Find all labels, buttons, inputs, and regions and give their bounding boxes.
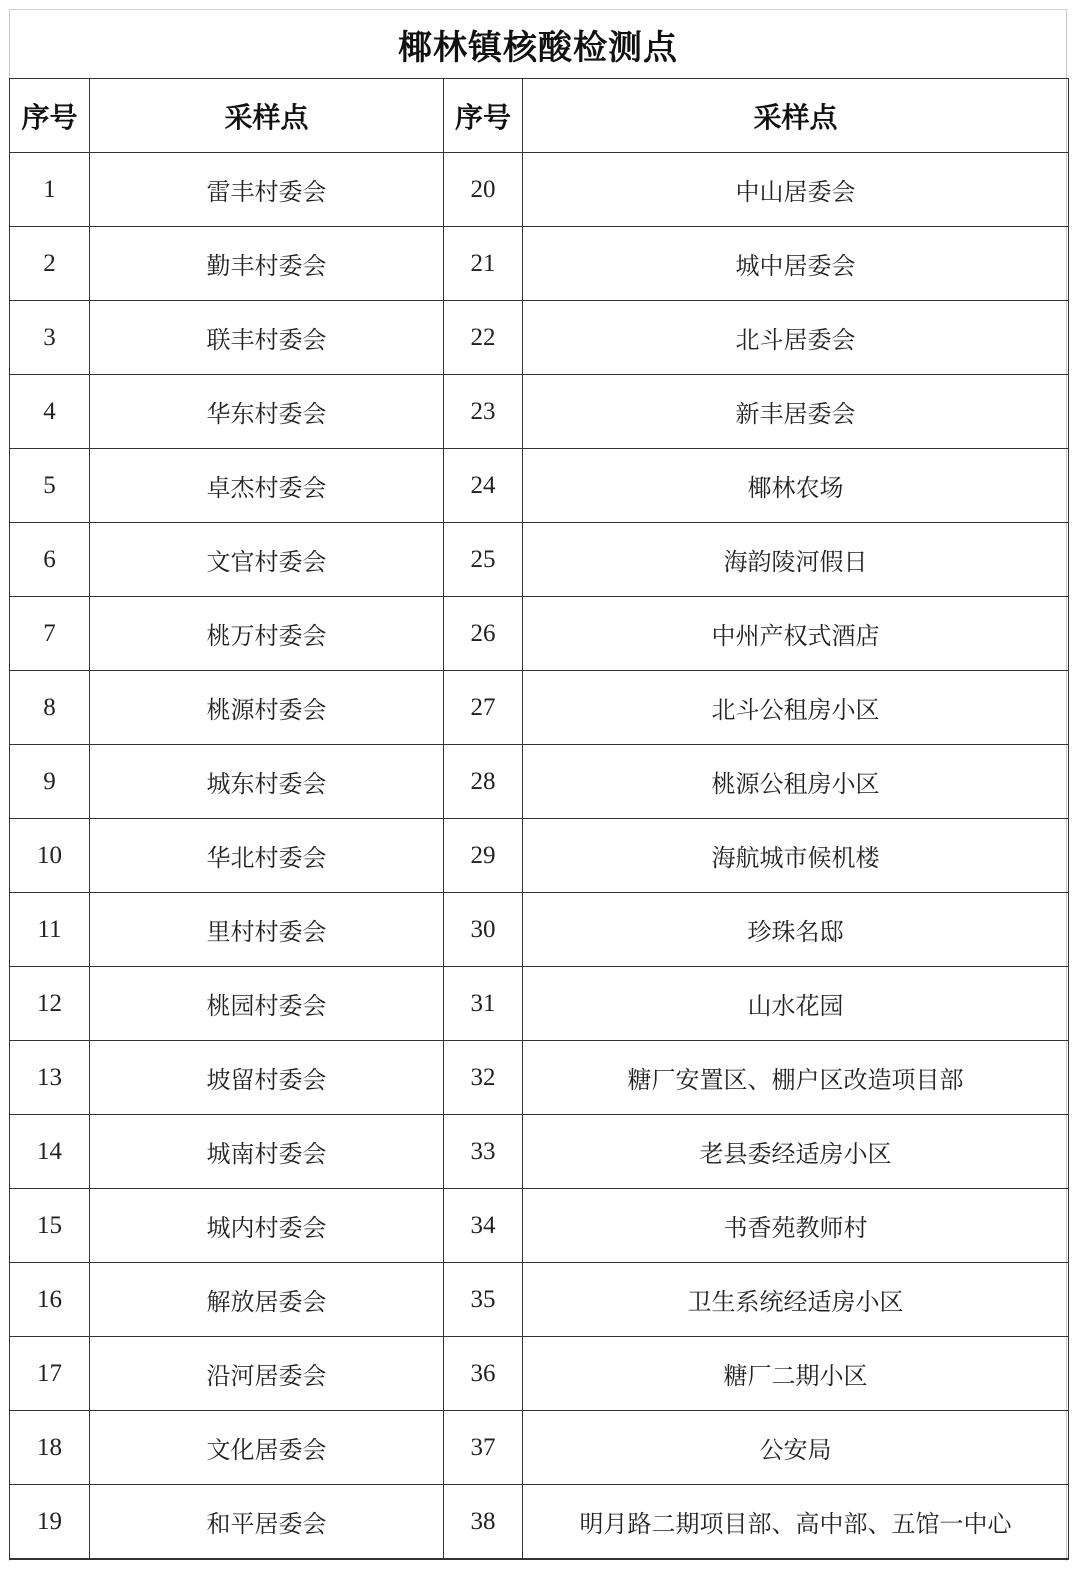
seq-number-cell: 14 <box>10 1115 90 1189</box>
seq-number-cell: 25 <box>444 523 523 597</box>
seq-number-cell: 2 <box>10 227 90 301</box>
seq-number-cell: 24 <box>444 449 523 523</box>
seq-number-cell: 38 <box>444 1485 523 1560</box>
site-name-cell: 糖厂二期小区 <box>523 1337 1069 1411</box>
site-name-cell: 雷丰村委会 <box>90 153 444 227</box>
seq-number-cell: 7 <box>10 597 90 671</box>
site-name-cell: 桃园村委会 <box>90 967 444 1041</box>
table-row <box>10 1485 1069 1560</box>
seq-number-cell: 26 <box>444 597 523 671</box>
site-name-cell: 新丰居委会 <box>523 375 1069 449</box>
table-body <box>10 153 1069 1560</box>
seq-number-cell: 34 <box>444 1189 523 1263</box>
seq-number-cell: 10 <box>10 819 90 893</box>
site-name-cell: 北斗公租房小区 <box>523 671 1069 745</box>
table-row <box>10 819 1069 893</box>
seq-number-cell: 33 <box>444 1115 523 1189</box>
seq-number-cell: 22 <box>444 301 523 375</box>
header-row <box>10 79 1069 153</box>
page-title: 椰林镇核酸检测点 <box>10 9 1066 78</box>
site-name-cell: 书香苑教师村 <box>523 1189 1069 1263</box>
table-row <box>10 227 1069 301</box>
site-name-cell: 中山居委会 <box>523 153 1069 227</box>
sheet <box>9 9 1067 1561</box>
site-name-cell: 桃源公租房小区 <box>523 745 1069 819</box>
seq-number-cell: 28 <box>444 745 523 819</box>
site-name-cell: 珍珠名邸 <box>523 893 1069 967</box>
table-row <box>10 893 1069 967</box>
site-name-cell: 城南村委会 <box>90 1115 444 1189</box>
site-name-cell: 桃万村委会 <box>90 597 444 671</box>
site-name-cell: 沿河居委会 <box>90 1337 444 1411</box>
table-row <box>10 1115 1069 1189</box>
seq-number-cell: 16 <box>10 1263 90 1337</box>
site-name-cell: 明月路二期项目部、高中部、五馆一中心 <box>523 1485 1069 1560</box>
seq-number-cell: 35 <box>444 1263 523 1337</box>
seq-number-cell: 13 <box>10 1041 90 1115</box>
seq-number-cell: 37 <box>444 1411 523 1485</box>
site-name-cell: 华北村委会 <box>90 819 444 893</box>
table-row <box>10 1189 1069 1263</box>
seq-number-cell: 18 <box>10 1411 90 1485</box>
seq-number-cell: 19 <box>10 1485 90 1560</box>
seq-number-cell: 20 <box>444 153 523 227</box>
table-row <box>10 375 1069 449</box>
site-name-cell: 椰林农场 <box>523 449 1069 523</box>
site-name-cell: 海韵陵河假日 <box>523 523 1069 597</box>
seq-number-cell: 32 <box>444 1041 523 1115</box>
seq-number-cell: 29 <box>444 819 523 893</box>
site-name-cell: 联丰村委会 <box>90 301 444 375</box>
site-name-cell: 老县委经适房小区 <box>523 1115 1069 1189</box>
site-name-cell: 北斗居委会 <box>523 301 1069 375</box>
site-name-cell: 公安局 <box>523 1411 1069 1485</box>
seq-number-cell: 30 <box>444 893 523 967</box>
site-name-cell: 文官村委会 <box>90 523 444 597</box>
site-name-cell: 卓杰村委会 <box>90 449 444 523</box>
seq-number-cell: 4 <box>10 375 90 449</box>
site-name-cell: 中州产权式酒店 <box>523 597 1069 671</box>
table-row <box>10 745 1069 819</box>
testing-sites-table <box>9 78 1069 1560</box>
seq-number-cell: 1 <box>10 153 90 227</box>
site-name-cell: 里村村委会 <box>90 893 444 967</box>
seq-number-cell: 9 <box>10 745 90 819</box>
header-seq-left: 序号 <box>10 79 90 153</box>
seq-number-cell: 15 <box>10 1189 90 1263</box>
table-row <box>10 671 1069 745</box>
table-row <box>10 523 1069 597</box>
site-name-cell: 山水花园 <box>523 967 1069 1041</box>
seq-number-cell: 3 <box>10 301 90 375</box>
table-row <box>10 301 1069 375</box>
table-row <box>10 1041 1069 1115</box>
header-seq-right: 序号 <box>444 79 523 153</box>
site-name-cell: 解放居委会 <box>90 1263 444 1337</box>
seq-number-cell: 31 <box>444 967 523 1041</box>
seq-number-cell: 6 <box>10 523 90 597</box>
site-name-cell: 文化居委会 <box>90 1411 444 1485</box>
site-name-cell: 勤丰村委会 <box>90 227 444 301</box>
seq-number-cell: 21 <box>444 227 523 301</box>
table-row <box>10 153 1069 227</box>
seq-number-cell: 8 <box>10 671 90 745</box>
table-row <box>10 1337 1069 1411</box>
table-row <box>10 1411 1069 1485</box>
site-name-cell: 糖厂安置区、棚户区改造项目部 <box>523 1041 1069 1115</box>
seq-number-cell: 17 <box>10 1337 90 1411</box>
seq-number-cell: 11 <box>10 893 90 967</box>
site-name-cell: 坡留村委会 <box>90 1041 444 1115</box>
seq-number-cell: 23 <box>444 375 523 449</box>
table-row <box>10 1263 1069 1337</box>
table-row <box>10 597 1069 671</box>
site-name-cell: 华东村委会 <box>90 375 444 449</box>
site-name-cell: 城东村委会 <box>90 745 444 819</box>
site-name-cell: 桃源村委会 <box>90 671 444 745</box>
site-name-cell: 卫生系统经适房小区 <box>523 1263 1069 1337</box>
header-site-left: 采样点 <box>90 79 444 153</box>
seq-number-cell: 27 <box>444 671 523 745</box>
site-name-cell: 城中居委会 <box>523 227 1069 301</box>
table-row <box>10 449 1069 523</box>
seq-number-cell: 12 <box>10 967 90 1041</box>
seq-number-cell: 36 <box>444 1337 523 1411</box>
site-name-cell: 和平居委会 <box>90 1485 444 1560</box>
seq-number-cell: 5 <box>10 449 90 523</box>
site-name-cell: 海航城市候机楼 <box>523 819 1069 893</box>
site-name-cell: 城内村委会 <box>90 1189 444 1263</box>
header-site-right: 采样点 <box>523 79 1069 153</box>
table-row <box>10 967 1069 1041</box>
